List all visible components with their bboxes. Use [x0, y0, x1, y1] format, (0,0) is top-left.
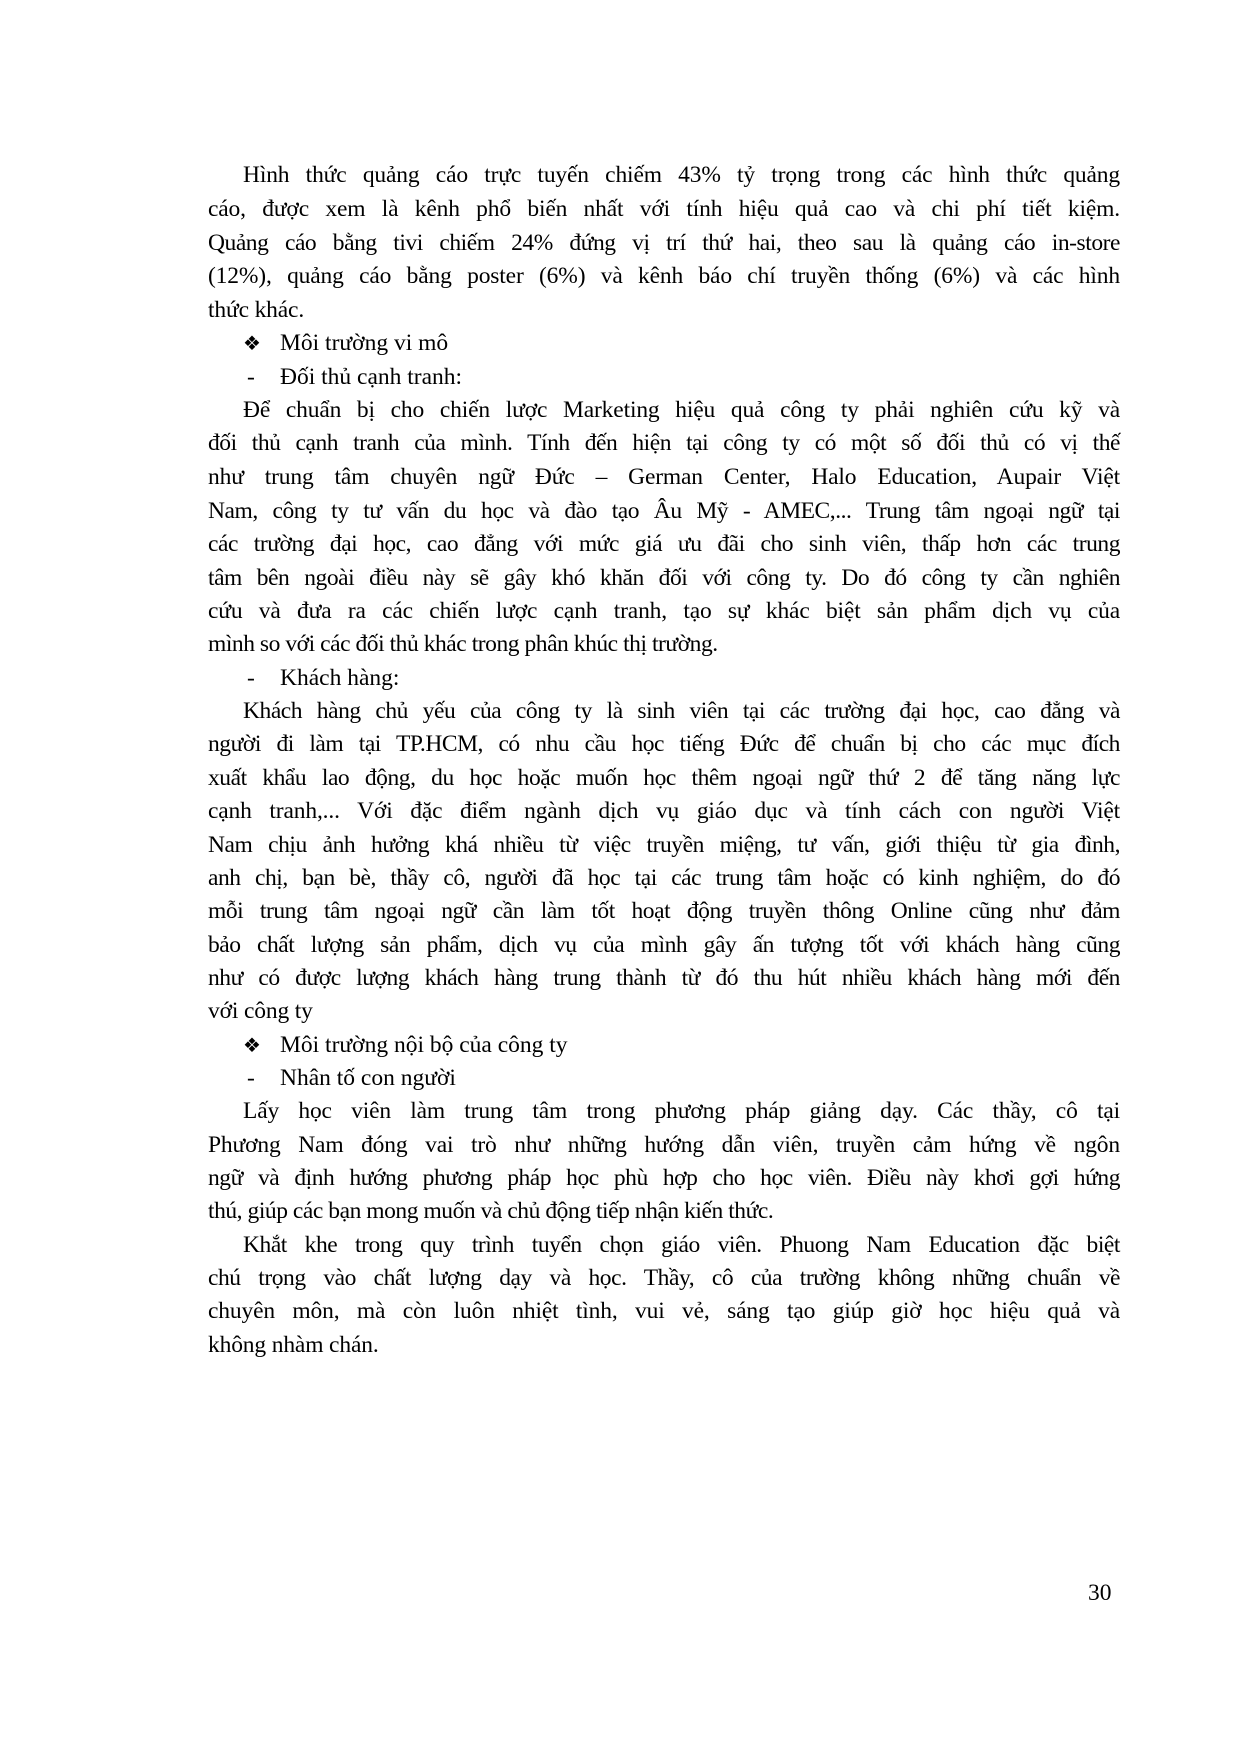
paragraph-line: đối thủ cạnh tranh của mình. Tính đến hiện tại công ty có một số đối thủ có vị thế	[208, 430, 1120, 456]
paragraph-line: bảo chất lượng sản phẩm, dịch vụ của mình gây ấn tượng tốt với khách hàng cũng	[208, 932, 1120, 958]
dash-bullet-icon: -	[247, 665, 255, 691]
paragraph-line: cạnh tranh,... Với đặc điểm ngành dịch vụ giáo dục và tính cách con người Việt	[208, 798, 1120, 824]
paragraph-line: không nhàm chán.	[208, 1332, 379, 1358]
paragraph-line: ngữ và định hướng phương pháp học phù hợp cho học viên. Điều này khơi gợi hứng	[208, 1165, 1120, 1191]
paragraph-line: với công ty	[208, 998, 313, 1024]
page-number: 30	[1088, 1580, 1112, 1606]
paragraph-line: Để chuẩn bị cho chiến lược Marketing hiệu quả công ty phải nghiên cứu kỹ và	[243, 397, 1120, 423]
paragraph-line: mình so với các đối thủ khác trong phân khúc thị trường.	[208, 631, 718, 657]
dash-bullet-icon: -	[247, 364, 255, 390]
list-item-text: Môi trường nội bộ của công ty	[280, 1032, 568, 1058]
paragraph-line: mỗi trung tâm ngoại ngữ cần làm tốt hoạt động truyền thông Online cũng như đảm	[208, 898, 1120, 924]
paragraph-line: tâm bên ngoài điều này sẽ gây khó khăn đối với công ty. Do đó công ty cần nghiên	[208, 565, 1120, 591]
paragraph-line: (12%), quảng cáo bằng poster (6%) và kênh báo chí truyền thống (6%) và các hình	[208, 263, 1120, 289]
paragraph-line: các trường đại học, cao đẳng với mức giá ưu đãi cho sinh viên, thấp hơn các trung	[208, 531, 1120, 557]
paragraph-line: thức khác.	[208, 297, 305, 323]
paragraph-line: Nam chịu ảnh hưởng khá nhiều từ việc truyền miệng, tư vấn, giới thiệu từ gia đình,	[208, 832, 1120, 858]
paragraph-line: Phương Nam đóng vai trò như những hướng dẫn viên, truyền cảm hứng về ngôn	[208, 1132, 1120, 1158]
paragraph-line: Khắt khe trong quy trình tuyển chọn giáo viên. Phuong Nam Education đặc biệt	[243, 1232, 1120, 1258]
diamond-bullet-icon: ❖	[243, 333, 261, 355]
list-item-text: Khách hàng:	[280, 665, 400, 691]
section-heading-micro-environment	[243, 328, 448, 359]
paragraph-line: Nam, công ty tư vấn du học và đào tạo Âu Mỹ - AMEC,... Trung tâm ngoại ngữ tại	[208, 498, 1120, 524]
diamond-bullet-icon: ❖	[243, 1035, 261, 1057]
paragraph-line: anh chị, bạn bè, thầy cô, người đã học tại các trung tâm hoặc có kinh nghiệm, do đó	[208, 865, 1120, 891]
paragraph-line: người đi làm tại TP.HCM, có nhu cầu học tiếng Đức để chuẩn bị cho các mục đích	[208, 731, 1120, 757]
paragraph-line: cứu và đưa ra các chiến lược cạnh tranh, tạo sự khác biệt sản phẩm dịch vụ của	[208, 598, 1120, 624]
list-item-text: Môi trường vi mô	[280, 330, 449, 356]
section-heading-internal-environment	[243, 1030, 568, 1061]
list-item-text: Đối thủ cạnh tranh:	[280, 364, 463, 390]
paragraph-line: cáo, được xem là kênh phổ biến nhất với tính hiệu quả cao và chi phí tiết kiệm.	[208, 196, 1120, 222]
paragraph-line: xuất khẩu lao động, du học hoặc muốn học thêm ngoại ngữ thứ 2 để tăng năng lực	[208, 765, 1120, 791]
paragraph-line: Lấy học viên làm trung tâm trong phương pháp giảng dạy. Các thầy, cô tại	[243, 1098, 1120, 1124]
subheading-competitors	[243, 362, 462, 392]
subheading-human-factor	[243, 1063, 456, 1093]
paragraph-line: Hình thức quảng cáo trực tuyến chiếm 43% tỷ trọng trong các hình thức quảng	[243, 162, 1120, 188]
paragraph-line: chuyên môn, mà còn luôn nhiệt tình, vui vẻ, sáng tạo giúp giờ học hiệu quả và	[208, 1298, 1120, 1324]
paragraph-line: Khách hàng chủ yếu của công ty là sinh viên tại các trường đại học, cao đẳng và	[243, 698, 1120, 724]
paragraph-line: như có được lượng khách hàng trung thành từ đó thu hút nhiều khách hàng mới đến	[208, 965, 1120, 991]
paragraph-line: như trung tâm chuyên ngữ Đức – German Center, Halo Education, Aupair Việt	[208, 464, 1120, 490]
paragraph-line: chú trọng vào chất lượng dạy và học. Thầy, cô của trường không những chuẩn về	[208, 1265, 1120, 1291]
subheading-customers	[243, 663, 399, 693]
paragraph-line: Quảng cáo bằng tivi chiếm 24% đứng vị trí thứ hai, theo sau là quảng cáo in-store	[208, 230, 1120, 256]
list-item-text: Nhân tố con người	[280, 1065, 456, 1091]
dash-bullet-icon: -	[247, 1065, 255, 1091]
paragraph-line: thú, giúp các bạn mong muốn và chủ động tiếp nhận kiến thức.	[208, 1198, 774, 1224]
